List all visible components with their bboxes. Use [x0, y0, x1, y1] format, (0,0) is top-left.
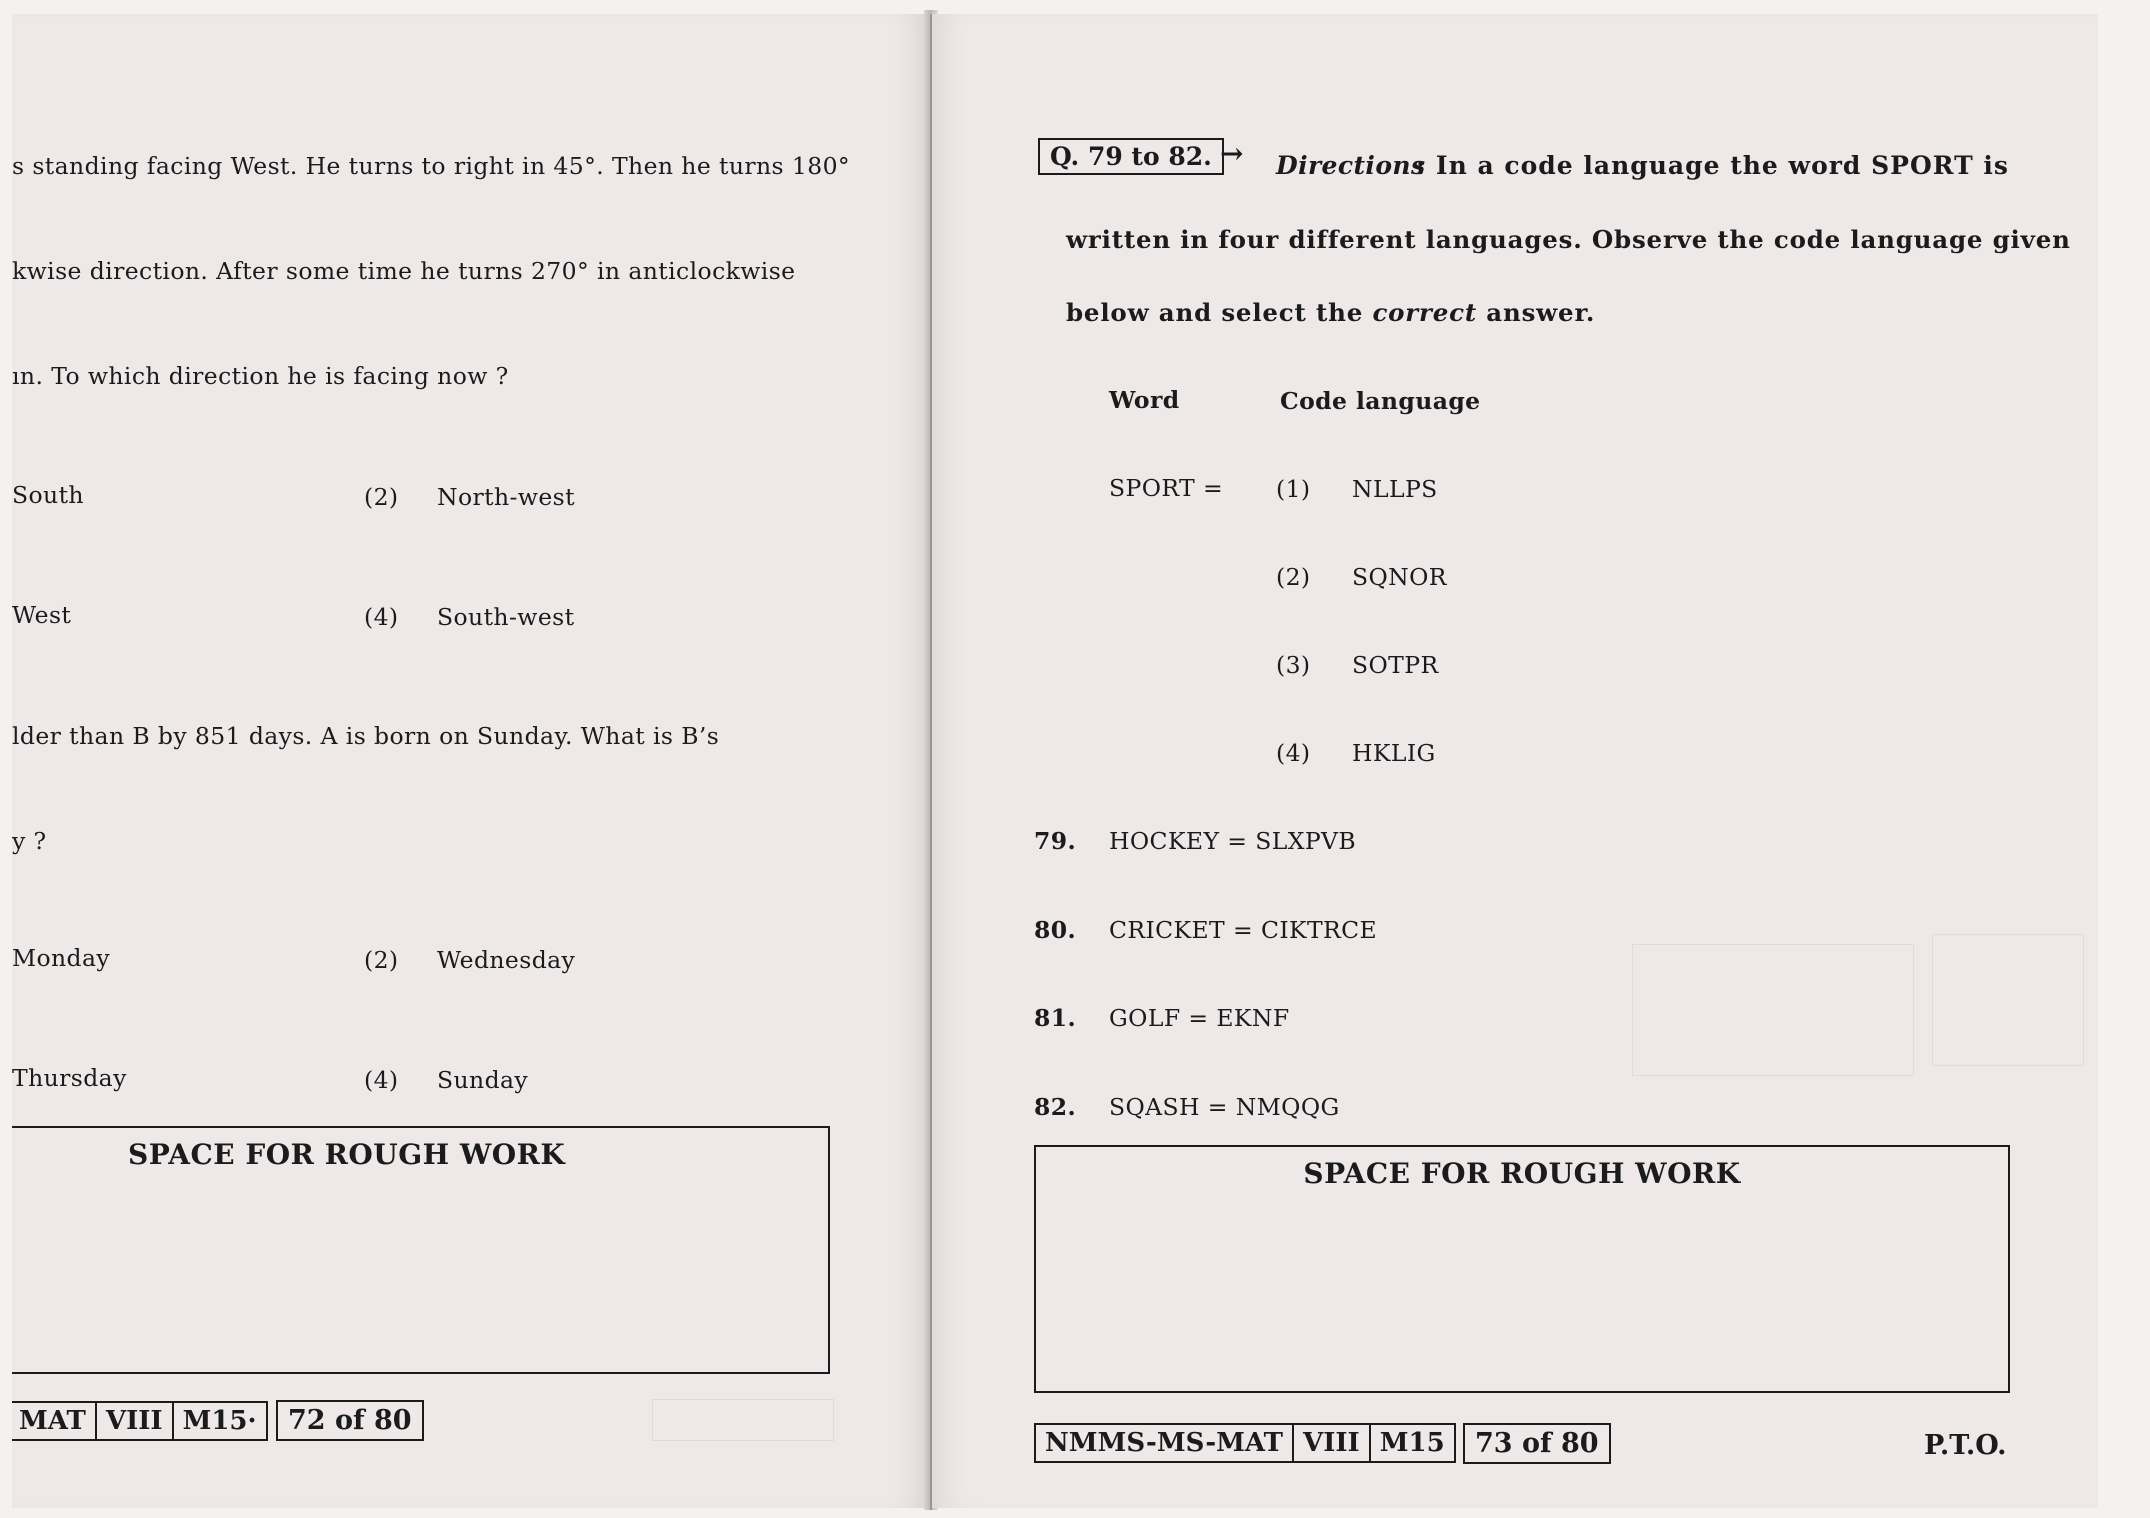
- question-number: 80.: [1034, 916, 1077, 944]
- q2-option-4-text: Sunday: [437, 1066, 529, 1094]
- option-2-number: (2): [364, 483, 399, 511]
- code-option-number: (3): [1276, 651, 1311, 679]
- directions-label: Directions: [1276, 151, 1426, 180]
- rough-work-title: SPACE FOR ROUGH WORK: [1303, 1157, 1741, 1190]
- footer-code-strip: [12, 1401, 268, 1441]
- arrow-icon: →: [1220, 137, 1244, 170]
- question-text: GOLF = EKNF: [1109, 1004, 1290, 1032]
- option-1-text: South: [12, 481, 84, 509]
- question-text: CRICKET = CIKTRCE: [1109, 916, 1378, 944]
- sport-word: SPORT =: [1109, 474, 1224, 502]
- option-2-text: North-west: [437, 483, 575, 511]
- footer-code-part: MAT: [12, 1403, 97, 1439]
- left-page: [12, 14, 930, 1508]
- directions-line-2: written in four different languages. Observe the code language given: [1066, 225, 2071, 254]
- q2-option-2-text: Wednesday: [437, 946, 576, 974]
- q2-option-4-number: (4): [364, 1066, 399, 1094]
- question2-line-2: y ?: [12, 827, 47, 855]
- q2-option-2-number: (2): [364, 946, 399, 974]
- bleed-through-mark: [652, 1399, 834, 1441]
- q2-option-3-text: Thursday: [12, 1064, 127, 1092]
- bleed-through-mark: [1932, 934, 2084, 1066]
- question-line-2: kwise direction. After some time he turns 270° in anticlockwise: [12, 257, 796, 285]
- footer-code-part: VIII: [1294, 1425, 1371, 1461]
- footer-code-strip: [1034, 1423, 1456, 1463]
- code-option-text: HKLIG: [1352, 739, 1436, 767]
- directions-line-3-post: answer.: [1486, 298, 1596, 327]
- option-4-number: (4): [364, 603, 399, 631]
- rough-work-box: [12, 1126, 830, 1374]
- question2-line-1: lder than B by 851 days. A is born on Sunday. What is B’s: [12, 722, 720, 750]
- footer-code-part: NMMS-MS-MAT: [1036, 1425, 1294, 1461]
- option-4-text: South-west: [437, 603, 575, 631]
- bleed-through-mark: [1632, 944, 1914, 1076]
- header-word: Word: [1109, 386, 1180, 414]
- option-3-text: West: [12, 601, 72, 629]
- footer-code-part: VIII: [97, 1403, 174, 1439]
- question-line-3: ın. To which direction he is facing now ?: [12, 362, 509, 390]
- right-page: [932, 14, 2098, 1508]
- question-number: 82.: [1034, 1093, 1077, 1121]
- rough-work-box: [1034, 1145, 2010, 1393]
- code-option-number: (2): [1276, 563, 1311, 591]
- question-number: 81.: [1034, 1004, 1077, 1032]
- question-number: 79.: [1034, 827, 1077, 855]
- directions-line-3: [1066, 298, 1595, 327]
- code-option-text: SQNOR: [1352, 563, 1447, 591]
- code-option-number: (1): [1276, 475, 1311, 503]
- page-number: 73 of 80: [1463, 1423, 1611, 1464]
- code-option-text: NLLPS: [1352, 475, 1438, 503]
- footer-code-part: M15: [1379, 1428, 1445, 1458]
- code-option-number: (4): [1276, 739, 1311, 767]
- page-number: 72 of 80: [276, 1400, 424, 1441]
- question-text: HOCKEY = SLXPVB: [1109, 827, 1357, 855]
- question-text: SQASH = NMQQG: [1109, 1093, 1340, 1121]
- code-option-text: SOTPR: [1352, 651, 1439, 679]
- question-line-1: s standing facing West. He turns to right in 45°. Then he turns 180°: [12, 152, 851, 180]
- header-code-language: Code language: [1280, 387, 1481, 415]
- directions-line-3-emphasis: correct: [1372, 298, 1477, 327]
- directions-line-1: : In a code language the word SPORT is: [1416, 151, 2009, 180]
- q2-option-1-text: Monday: [12, 944, 111, 972]
- directions-line-3-pre: below and select the: [1066, 298, 1364, 327]
- question-range-box: Q. 79 to 82.: [1038, 138, 1224, 175]
- rough-work-title: SPACE FOR ROUGH WORK: [128, 1138, 566, 1171]
- pto-label: P.T.O.: [1924, 1430, 2007, 1461]
- footer-code-part: M15·: [182, 1406, 257, 1436]
